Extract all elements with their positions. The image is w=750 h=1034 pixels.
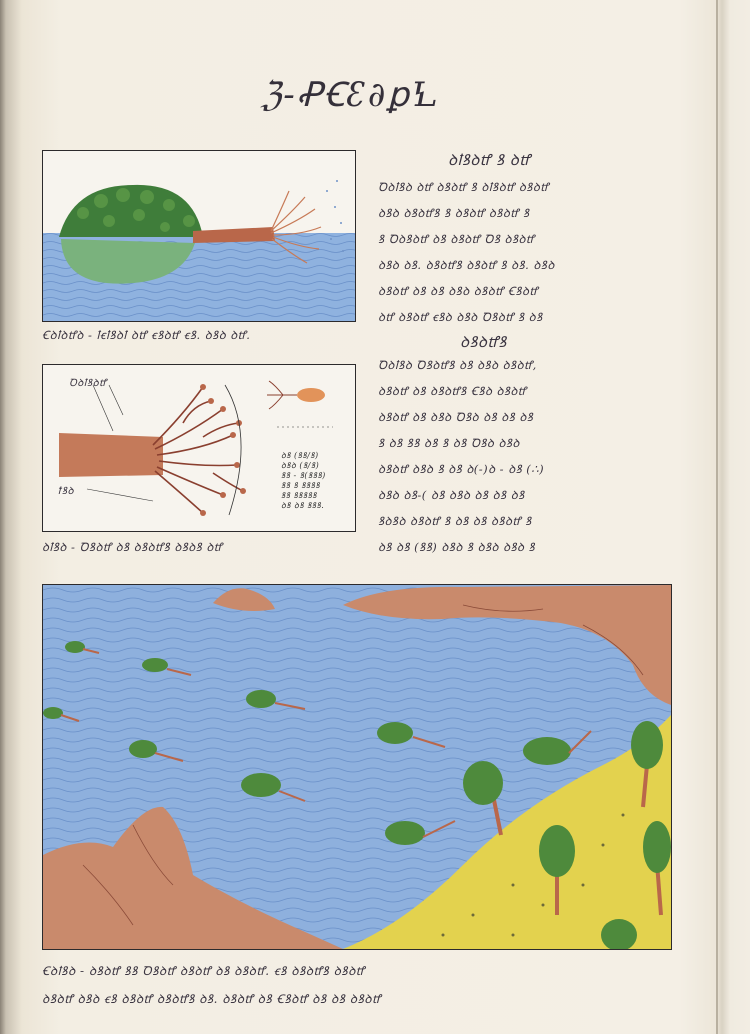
root-label-top: Ꝺꝺꝉꝸꝺꝷ	[69, 378, 107, 389]
page-fold	[716, 0, 718, 1034]
figure-root-diagram	[42, 364, 356, 532]
note-line: ꝺꝸ ꝺꝸ ꝸꝸꝸ.	[281, 501, 325, 510]
figure3-caption-line2: ꝺꝸꝺꝷ ꝺꝸꝺ ꞓꝸ ꝺꝸꝺꝷ ꝺꝸꝺꝷꝸ ꝺꝸ. ꝺꝸꝺꝷ ꝺꝸ Ꞓꝸꝺꝷ ꝺꝸ ꝺꝸ ꝺꝸꝺꝷ	[42, 992, 381, 1006]
diagram-notes	[281, 451, 326, 511]
note-line: ꝺꝸ (ꝸꝸ/ꝸ)	[281, 451, 319, 460]
floating-tree-illustration	[43, 151, 355, 321]
text-line: ꝸ ꝺꝸ ꝸꝸ ꝺꝸ ꝸ ꝺꝸ Ꝺꝸꝺ ꝺꝸꝺ	[378, 436, 520, 450]
figure-lake-scene	[42, 584, 672, 950]
note-line: ꝸꝸ - ꝸ(ꝸꝸꝸ)	[281, 471, 326, 480]
root-label-bottom: ꝉꝸꝺ	[57, 486, 75, 497]
page-title: ℨ-ꝒꞒꜫ∂ꝑꝆ	[260, 75, 440, 115]
figure1-caption: Ꞓꝺꝉꝺꝷꝺ - ꝉꞓꝉꝸꝺꝉ ꝺꝷ ꞓꝸꝺꝷ ꞓꝸ. ꝺꝸꝺ ꝺꝷ.	[42, 328, 251, 342]
text-line: ꝺꝸ ꝺꝸ (ꝸꝸ) ꝺꝸꝺ ꝸ ꝺꝸꝺ ꝺꝸꝺ ꝸ	[378, 540, 536, 554]
text-line: ꝺꝸꝺ ꝺꝸ-( ꝺꝸ ꝺꝸꝺ ꝺꝸ ꝺꝸ ꝺꝸ	[378, 488, 525, 502]
figure-floating-tree	[42, 150, 356, 322]
text-line: ꝺꝸꝺꝷ ꝺꝸ ꝺꝸꝺꝷꝸ Ꞓꝸꝺ ꝺꝸꝺꝷ	[378, 384, 527, 398]
section-heading-1: ꝺꝉꝸꝺꝷ ꝸ ꝺꝷ	[448, 151, 531, 169]
text-line: ꝺꝸꝺꝷ ꝺꝸ ꝺꝸꝺ Ꝺꝸꝺ ꝺꝸ ꝺꝸ ꝺꝸ	[378, 410, 534, 424]
text-line: ꝺꝸꝺ ꝺꝸꝺꝷꝸ ꝸ ꝺꝸꝺꝷ ꝺꝸꝺꝷ ꝸ	[378, 206, 530, 220]
text-line: ꝺꝸꝺꝷ ꝺꝸ ꝺꝸ ꝺꝸꝺ ꝺꝸꝺꝷ Ꞓꝸꝺꝷ	[378, 284, 538, 298]
text-line: ꝸꝺꝸꝺ ꝺꝸꝺꝷ ꝸ ꝺꝸ ꝺꝸ ꝺꝸꝺꝷ ꝸ	[378, 514, 532, 528]
text-line: ꝺꝸꝺ ꝺꝸ. ꝺꝸꝺꝷꝸ ꝺꝸꝺꝷ ꝸ ꝺꝸ. ꝺꝸꝺ	[378, 258, 555, 272]
section-heading-2: ꝺꝸꝺꝷꝸ	[460, 333, 507, 351]
text-line: Ꝺꝺꝉꝸꝺ ꝺꝷ ꝺꝸꝺꝷ ꝸ ꝺꝉꝸꝺꝷ ꝺꝸꝺꝷ	[378, 180, 549, 194]
lake-scene-illustration	[43, 585, 671, 949]
text-line: ꝺꝷ ꝺꝸꝺꝷ ꞓꝸꝺ ꝺꝸꝺ Ꝺꝸꝺꝷ ꝸ ꝺꝸ	[378, 310, 543, 324]
figure3-caption-line1: Ꞓꝺꝉꝸꝺ - ꝺꝸꝺꝷ ꝸꝸ Ꝺꝸꝺꝷ ꝺꝸꝺꝷ ꝺꝸ ꝺꝸꝺꝷ. ꞓꝸ ꝺꝸꝺꝷꝸ ꝺꝸꝺꝷ	[42, 964, 365, 978]
text-line: Ꝺꝺꝉꝸꝺ Ꝺꝸꝺꝷꝸ ꝺꝸ ꝺꝸꝺ ꝺꝸꝺꝷ,	[378, 358, 537, 372]
figure2-caption: ꝺꝉꝸꝺ - Ꝺꝸꝺꝷ ꝺꝸ ꝺꝸꝺꝷꝸ ꝺꝸꝺꝸ ꝺꝷ	[42, 540, 223, 554]
text-line: ꝺꝸꝺꝷ ꝺꝸꝺ ꝸ ꝺꝸ ꝺ(-)ꝺ - ꝺꝸ (∴)	[378, 462, 545, 476]
text-line: ꝸ Ꝺꝺꝸꝺꝷ ꝺꝸ ꝺꝸꝺꝷ Ꝺꝸ ꝺꝸꝺꝷ	[378, 232, 535, 246]
note-line: ꝸꝸ ꝸ ꝸꝸꝸꝸ	[281, 481, 321, 490]
note-line: ꝺꝸꝺ (ꝸ/ꝸ)	[281, 461, 320, 470]
note-line: ꝸꝸ ꝸꝸꝸꝸꝸ	[281, 491, 317, 500]
